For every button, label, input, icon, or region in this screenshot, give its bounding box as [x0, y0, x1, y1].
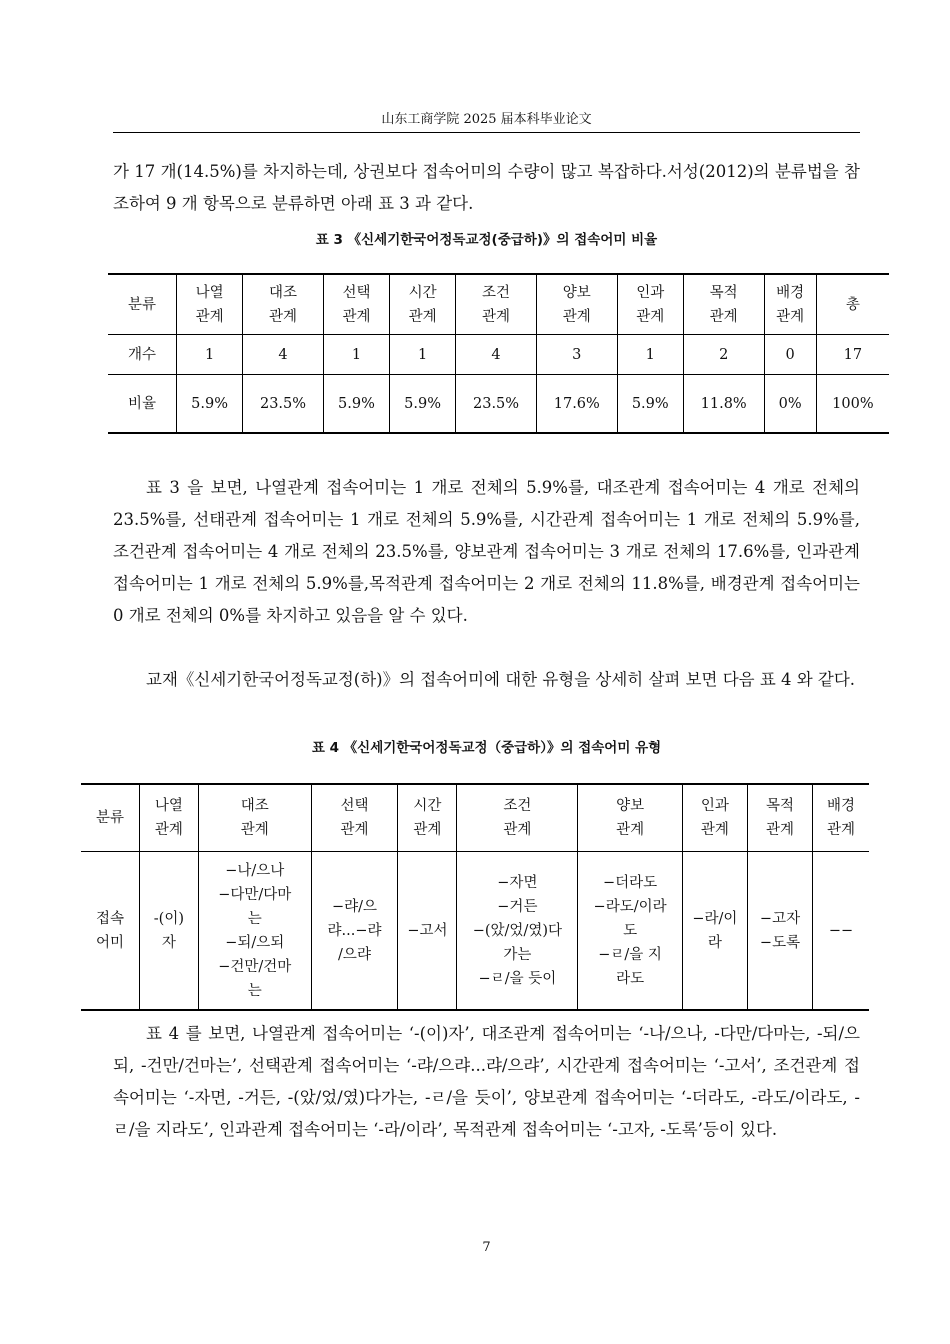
table-cell: 1 [617, 335, 683, 375]
table-cell: 5.9% [390, 375, 456, 434]
table-cell: 11.8% [683, 375, 764, 434]
table-cell: −− [813, 852, 869, 1011]
table-cell: 4 [456, 335, 537, 375]
table-cell: 17.6% [536, 375, 617, 434]
table-row-label: 분류 [108, 274, 177, 335]
header-rule [113, 132, 860, 133]
table-header-cell: 인과 관계 [682, 784, 747, 852]
table-cell: −고서 [398, 852, 457, 1011]
table-header-cell: 대조 관계 [198, 784, 311, 852]
table-header-cell: 선택 관계 [323, 274, 389, 335]
table-cell: 3 [536, 335, 617, 375]
table-cell: −랴/으 랴...−랴 /으랴 [311, 852, 398, 1011]
table-cell: 5.9% [177, 375, 243, 434]
table-cell: 1 [323, 335, 389, 375]
running-header: 山东工商学院 2025 届本科毕业论文 [381, 112, 592, 127]
table-cell: 2 [683, 335, 764, 375]
table-row-label: 분류 [81, 784, 139, 852]
table3-ratio-row [108, 375, 889, 434]
table-cell: 5.9% [617, 375, 683, 434]
table-header-cell: 조건 관계 [457, 784, 578, 852]
table-cell: 5.9% [323, 375, 389, 434]
table-cell: 1 [390, 335, 456, 375]
table-cell: 0 [764, 335, 816, 375]
table3 [108, 273, 889, 434]
table4 [81, 783, 869, 1011]
table-cell: 4 [243, 335, 324, 375]
table-header-cell: 배경 관계 [764, 274, 816, 335]
table-header-cell: 목적 관계 [683, 274, 764, 335]
table-cell: 1 [177, 335, 243, 375]
table4-header-row [81, 784, 869, 852]
table-header-cell: 나열 관계 [177, 274, 243, 335]
table-cell: 0% [764, 375, 816, 434]
table3-caption: 표 3 《신세기한국어정독교정(중급하)》의 접속어미 비율 [315, 232, 658, 248]
table-header-cell: 인과 관계 [617, 274, 683, 335]
table-header-cell: 나열 관계 [139, 784, 198, 852]
paragraph-table4-intro: 교재《신세기한국어정독교정(하)》의 접속어미에 대한 유형을 상세히 살펴 보면 다음 표 4 와 같다. [146, 670, 856, 689]
table-row-label: 비율 [127, 395, 156, 412]
paragraph-intro: 가 17 개(14.5%)를 차지하는데, 상권보다 접속어미의 수량이 많고 복잡하다.서성(2012)의 분류법을 참조하여 9 개 항목으로 분류하면 아래 표 3 과 같다. [113, 162, 860, 213]
table-cell: 23.5% [243, 375, 324, 434]
table-cell: −자면 −거든 −(았/었/였)다 가는 −ㄹ/을 듯이 [457, 852, 578, 1011]
table3-header-row [108, 274, 889, 335]
table-cell: −고자 −도록 [747, 852, 812, 1011]
table4-caption: 표 4 《신세기한국어정독교정（중급하）》의 접속어미 유형 [311, 740, 662, 756]
table-cell: 23.5% [456, 375, 537, 434]
paragraph-table4-analysis: 표 4 를 보면, 나열관계 접속어미는 ‘-(이)자’, 대조관계 접속어미는 ‘-나/으나, -다만/다마는, -되/으되, -건만/건마는’, 선택관계 접속어미는 ‘-랴/으랴...랴/으랴’, 시간관계 접속어미는 ‘-고서’, 조건관계 접속어미는 ‘-자면, -거든, -(았/었/였)다가는, -ㄹ/을 듯이’, 양보관계 접속어미는 ‘-더라도, -라도/이라도, -ㄹ/을 지라도’, 인과관계 접속어미는 ‘-라/이라’, 목적관계 접속어미는 ‘-고자, -도록’등이 있다. [113, 1024, 860, 1139]
table-header-cell: 시간 관계 [390, 274, 456, 335]
table-header-cell: 선택 관계 [311, 784, 398, 852]
table-header-cell: 시간 관계 [398, 784, 457, 852]
table-cell: −나/으나 −다만/다마 는 −되/으되 −건만/건마 는 [198, 852, 311, 1011]
table-header-cell: 총 [816, 274, 889, 335]
table-cell: 17 [816, 335, 889, 375]
table-header-cell: 양보 관계 [578, 784, 682, 852]
table-cell: -(이) 자 [139, 852, 198, 1011]
table-row-label: 개수 [108, 335, 177, 375]
table-header-cell: 배경 관계 [813, 784, 869, 852]
table4-ending-row [81, 852, 869, 1011]
table-header-cell: 양보 관계 [536, 274, 617, 335]
table3-count-row [108, 335, 889, 375]
table-row-label: 접속 어미 [95, 910, 124, 951]
table-header-cell: 조건 관계 [456, 274, 537, 335]
page-number: 7 [482, 1240, 491, 1255]
table-header-cell: 대조 관계 [243, 274, 324, 335]
paragraph-table3-analysis: 표 3 을 보면, 나열관계 접속어미는 1 개로 전체의 5.9%를, 대조관계 접속어미는 4 개로 전체의 23.5%를, 선태관계 접속어미는 1 개로 전체의 5.9%를, 시간관계 접속어미는 1 개로 전체의 5.9%를, 조건관계 접속어미는 4 개로 전체의 23.5%를, 양보관계 접속어미는 3 개로 전체의 17.6%를, 인과관계 접속어미는 1 개로 전체의 5.9%를,목적관계 접속어미는 2 개로 전체의 11.8%를, 배경관계 접속어미는 0 개로 전체의 0%를 차지하고 있음을 알 수 있다. [113, 478, 860, 625]
table-cell: 100% [816, 375, 889, 434]
table-header-cell: 목적 관계 [747, 784, 812, 852]
table-cell: −라/이 라 [682, 852, 747, 1011]
table-cell: −더라도 −라도/이라 도 −ㄹ/을 지 라도 [578, 852, 682, 1011]
